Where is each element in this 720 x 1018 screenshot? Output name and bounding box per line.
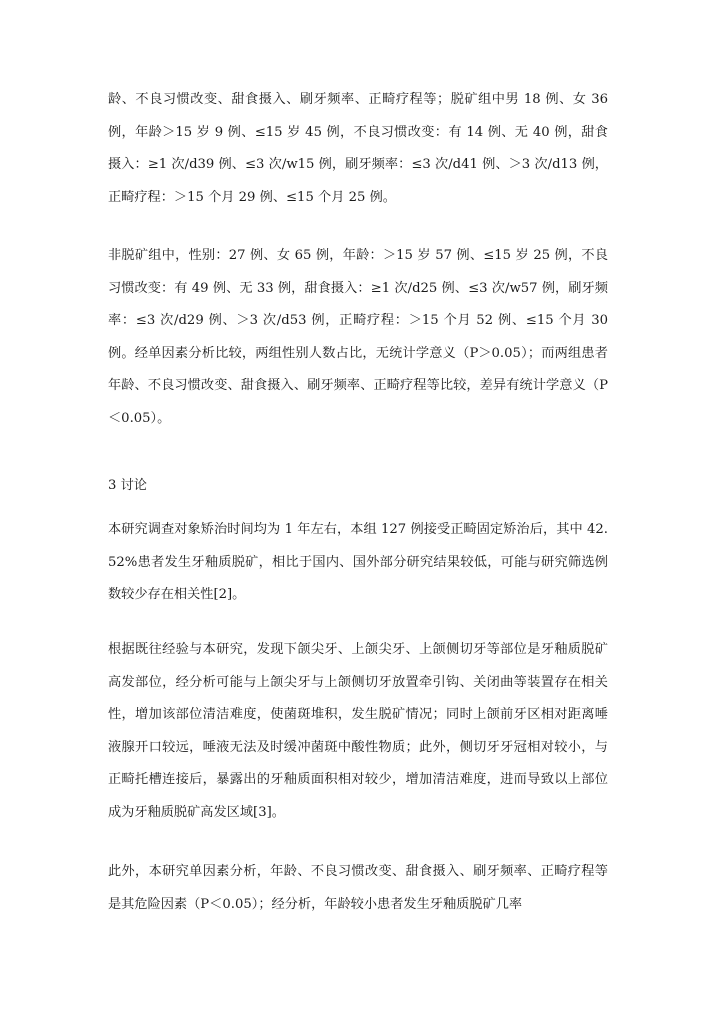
paragraph-risk-factors: 此外，本研究单因素分析，年龄、不良习惯改变、甜食摄入、刷牙频率、正畸疗程等是其危险因素（P＜0.05）；经分析，年龄较小患者发生牙釉质脱矿几率 [108, 864, 608, 912]
section-heading-discussion: 3 讨论 [108, 478, 147, 493]
paragraph-demineralized-group: 龄、不良习惯改变、甜食摄入、刷牙频率、正畸疗程等；脱矿组中男 18 例、女 36 例，年龄＞15 岁 9 例、≤15 岁 45 例，不良习惯改变：有 14 例、无 40 例，甜食摄入：≥1 次/d39 例、≤3 次/w15 例，刷牙频率：≤3 次/d41 例、＞3 次/d13 例，正畸疗程：＞15 个月 29 例、≤15 个月 25 例。 [108, 92, 608, 205]
paragraph-non-demineralized-group: 非脱矿组中，性别：27 例、女 65 例，年龄：＞15 岁 57 例、≤15 岁 25 例，不良习惯改变：有 49 例、无 33 例，甜食摄入：≥1 次/d25 例、≤3 次/w57 例，刷牙频率：≤3 次/d29 例、＞3 次/d53 例，正畸疗程：＞15 个月 52 例、≤15 个月 30 例。经单因素分析比较，两组性别人数占比，无统计学意义（P＞0.05）；而两组患者年龄、不良习惯改变、甜食摄入、刷牙频率、正畸疗程等比较，差异有统计学意义（P＜0.05）。 [108, 248, 608, 426]
paragraph-high-incidence-sites: 根据既往经验与本研究，发现下颌尖牙、上颌尖牙、上颌侧切牙等部位是牙釉质脱矿高发部位，经分析可能与上颌尖牙与上颌侧切牙放置牵引钩、关闭曲等装置存在相关性，增加该部位清洁难度，使菌斑堆积，发生脱矿情况；同时上颌前牙区相对距离唾液腺开口较远，唾液无法及时缓冲菌斑中酸性物质；此外，侧切牙牙冠相对较小，与正畸托槽连接后，暴露出的牙釉质面积相对较少，增加清洁难度，进而导致以上部位成为牙釉质脱矿高发区域[3]。 [108, 642, 608, 820]
paragraph-discussion-intro: 本研究调查对象矫治时间均为 1 年左右，本组 127 例接受正畸固定矫治后，其中 42.52%患者发生牙釉质脱矿，相比于国内、国外部分研究结果较低，可能与研究筛选例数较少存在相关性[2]。 [108, 522, 608, 603]
